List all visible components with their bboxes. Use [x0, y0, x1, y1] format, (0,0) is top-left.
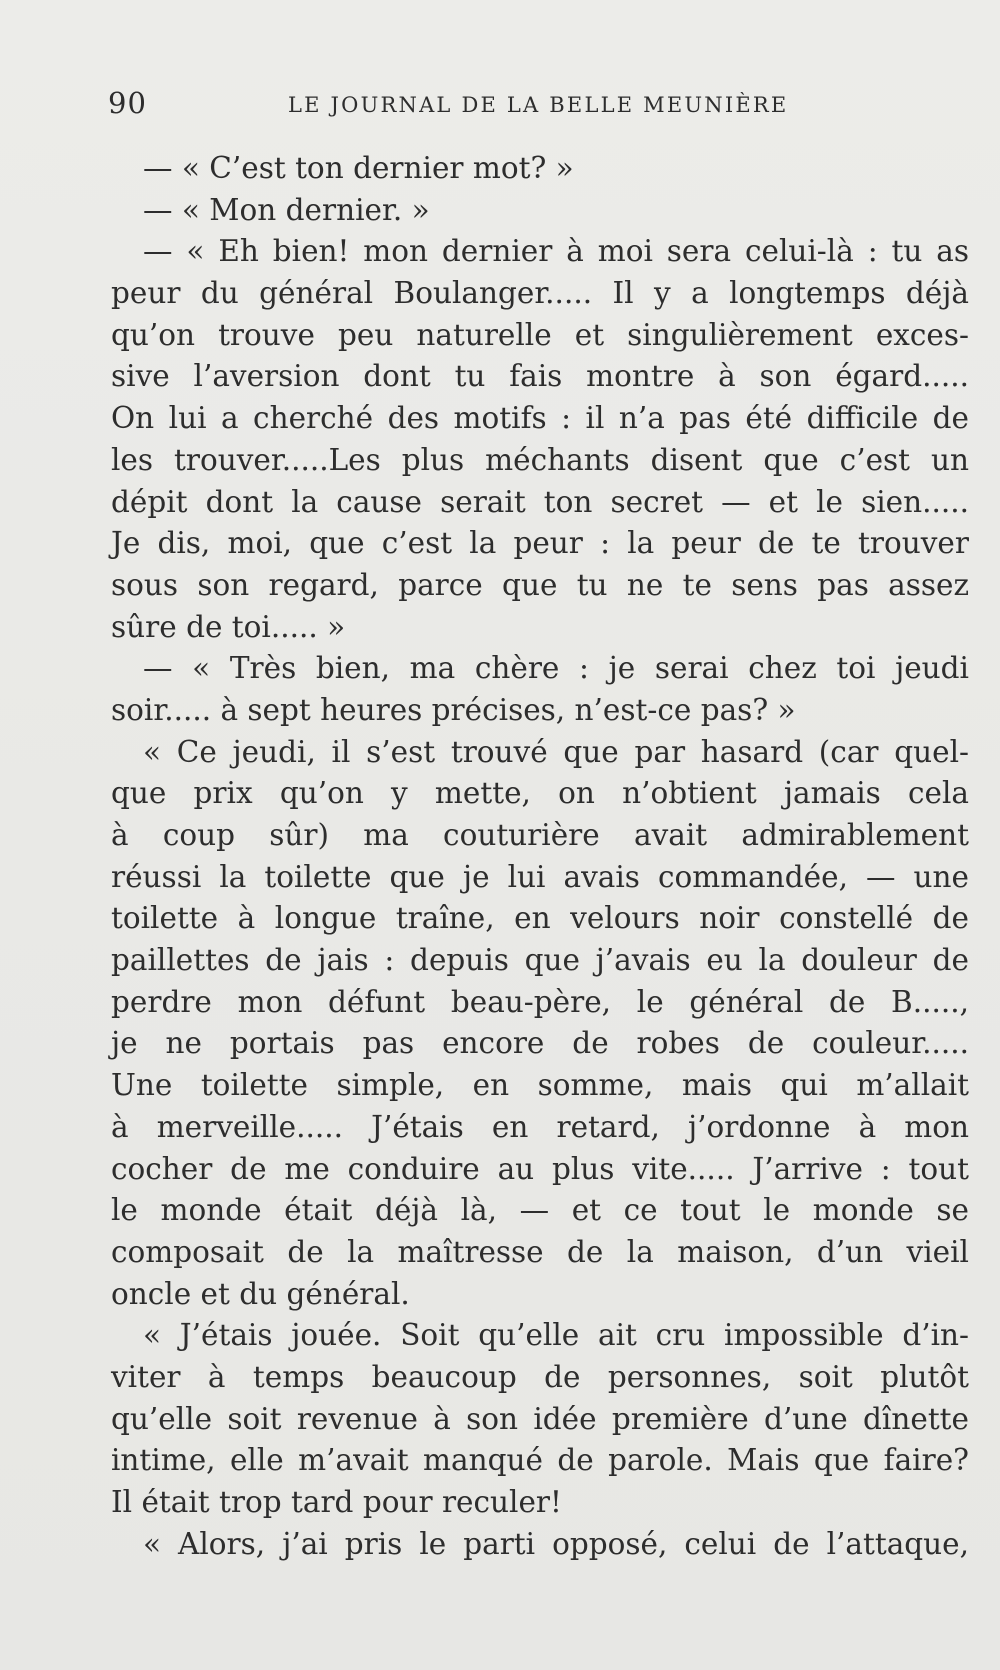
text-line: « Ce jeudi, il s’est trouvé que par hasard (car quel-: [143, 734, 969, 769]
text-line: qu’on trouve peu naturelle et singulièrement exces-: [111, 317, 969, 352]
text-line: perdre mon défunt beau-père, le général de B.....,: [111, 984, 969, 1019]
text-line: Une toilette simple, en somme, mais qui m’allait: [111, 1068, 969, 1103]
text-line: réussi la toilette que je lui avais commandée, — une: [111, 859, 969, 894]
text-line: Je dis, moi, que c’est la peur : la peur de te trouver: [111, 526, 969, 561]
text-line: je ne portais pas encore de robes de couleur.....: [111, 1026, 969, 1061]
text-line: — « C’est ton dernier mot? »: [143, 151, 574, 185]
body-text: [111, 148, 969, 1565]
text-line: oncle et du général.: [111, 1276, 410, 1311]
text-line: On lui a cherché des motifs : il n’a pas été difficile de: [111, 401, 969, 436]
text-line: à merveille..... J’étais en retard, j’ordonne à mon: [111, 1109, 969, 1144]
text-line: paillettes de jais : depuis que j’avais eu la douleur de: [111, 943, 969, 978]
text-line: composait de la maîtresse de la maison, d’un vieil: [111, 1234, 969, 1269]
text-line: sous son regard, parce que tu ne te sens pas assez: [111, 567, 969, 602]
text-line: cocher de me conduire au plus vite..... J’arrive : tout: [111, 1151, 969, 1186]
text-line: le monde était déjà là, — et ce tout le monde se: [111, 1193, 969, 1228]
text-line: dépit dont la cause serait ton secret — et le sien.....: [111, 484, 969, 519]
page-number: 90: [108, 86, 147, 120]
text-line: que prix qu’on y mette, on n’obtient jamais cela: [111, 776, 969, 811]
running-title: LE JOURNAL DE LA BELLE MEUNIÈRE: [288, 93, 789, 117]
text-line: toilette à longue traîne, en velours noir constellé de: [111, 901, 969, 936]
text-line: — « Eh bien! mon dernier à moi sera celui-là : tu as: [143, 234, 969, 269]
text-line: à coup sûr) ma couturière avait admirablement: [111, 818, 969, 852]
text-line: peur du général Boulanger..... Il y a longtemps déjà: [111, 276, 969, 311]
text-line: sûre de toi..... »: [111, 609, 346, 644]
text-line: — « Très bien, ma chère : je serai chez toi jeudi: [143, 651, 969, 686]
text-line: « J’étais jouée. Soit qu’elle ait cru impossible d’in-: [143, 1318, 969, 1353]
text-line: les trouver.....Les plus méchants disent que c’est un: [111, 442, 969, 477]
page-header: [108, 86, 968, 120]
text-line: viter à temps beaucoup de personnes, soit plutôt: [111, 1359, 969, 1394]
text-line: intime, elle m’avait manqué de parole. Mais que faire?: [111, 1443, 969, 1478]
text-line: Il était trop tard pour reculer!: [111, 1485, 562, 1519]
text-line: soir..... à sept heures précises, n’est-ce pas? »: [111, 692, 796, 727]
text-line: — « Mon dernier. »: [143, 192, 430, 227]
text-line: « Alors, j’ai pris le parti opposé, celui de l’attaque,: [143, 1526, 969, 1561]
text-line: sive l’aversion dont tu fais montre à son égard.....: [111, 359, 969, 394]
text-line: qu’elle soit revenue à son idée première d’une dînette: [111, 1401, 969, 1436]
